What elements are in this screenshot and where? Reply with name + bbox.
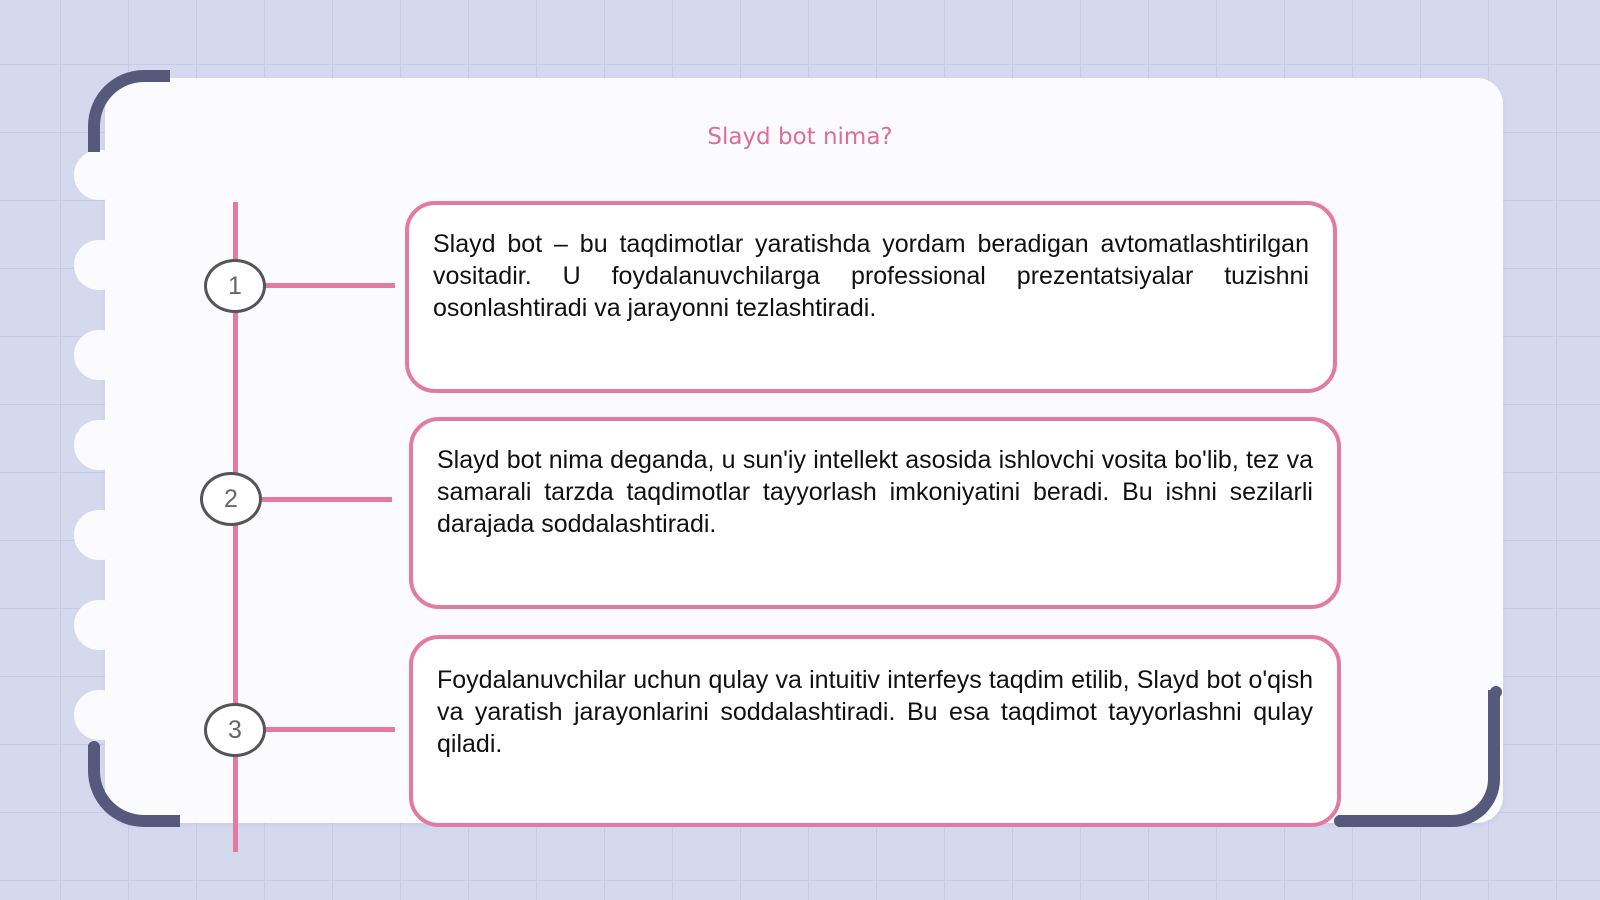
step-number-1: 1 (204, 259, 266, 313)
timeline-connector (262, 497, 392, 502)
paper-tab (74, 240, 126, 290)
bracket-cap (1334, 815, 1346, 827)
bracket-cap (158, 815, 170, 827)
bracket-cap (138, 70, 150, 82)
step-number-3: 3 (204, 703, 266, 757)
paper-tab (74, 690, 126, 740)
timeline-connector (265, 283, 395, 288)
paper-tab (74, 330, 126, 380)
paper-tab (74, 510, 126, 560)
bracket-cap (88, 741, 100, 753)
step-text-1: Slayd bot – bu taqdimotlar yaratishda yordam beradigan avtomatlashtirilgan vositadir. U foydalanuvchilarga professional prezentatsiyalar tuzishni osonlashtiradi va jarayonni tezlashtiradi. (433, 230, 1309, 322)
corner-bracket-top-left (88, 70, 170, 152)
bracket-cap (88, 140, 100, 152)
step-card-2 (409, 417, 1341, 609)
paper-tab (74, 600, 126, 650)
step-text-3: Foydalanuvchilar uchun qulay va intuitiv interfeys taqdim etilib, Slayd bot o'qish va yaratish jarayonlarini soddalashtiradi. Bu esa taqdimot tayyorlashni qulay qiladi. (437, 666, 1313, 758)
step-number-2: 2 (200, 472, 262, 526)
timeline-connector (265, 727, 395, 732)
slide-title: Slayd bot nima? (707, 124, 893, 150)
step-text-2: Slayd bot nima deganda, u sun'iy intellekt asosida ishlovchi vosita bo'lib, tez va samarali tarzda taqdimotlar tayyorlash imkoniyatini beradi. Bu ishni sezilarli darajada soddalashtiradi. (437, 446, 1313, 538)
paper-tab (74, 150, 126, 200)
corner-bracket-bottom-right (1338, 690, 1500, 827)
step-card-1 (405, 201, 1337, 393)
bracket-cap (1490, 686, 1502, 698)
paper-tab (74, 420, 126, 470)
step-card-3 (409, 635, 1341, 827)
